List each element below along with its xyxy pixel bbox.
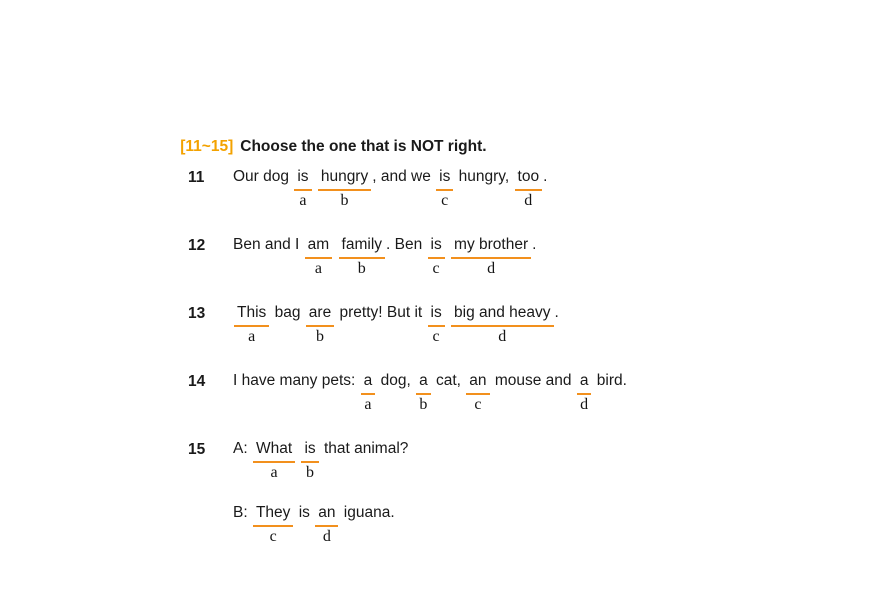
question-14 <box>188 371 627 435</box>
underlined-word-text: a <box>363 372 373 389</box>
choice-letter: c <box>432 328 440 345</box>
question-number: 12 <box>188 237 206 254</box>
sentence-text: Our dog <box>233 168 294 185</box>
sentence-text: I have many pets: <box>233 372 360 389</box>
underlined-word <box>436 167 453 209</box>
sentence-text: hungry, <box>454 168 514 185</box>
sentence-text: dog, <box>376 372 416 389</box>
underlined-word-text: They <box>255 504 291 521</box>
choice-letter: a <box>364 396 372 413</box>
sentence-text: Ben and I <box>233 236 304 253</box>
underlined-word <box>577 371 592 413</box>
sentence-text: A: <box>233 440 252 457</box>
underlined-word-text: is <box>430 304 442 321</box>
underlined-word <box>253 439 295 481</box>
choice-letter: a <box>270 464 278 481</box>
question-sentence <box>233 167 627 231</box>
question-12 <box>188 235 627 299</box>
question-13 <box>188 303 627 367</box>
question-lines <box>233 167 627 231</box>
sentence-text <box>333 236 337 253</box>
underlined-word <box>318 167 371 209</box>
underlined-word <box>451 303 554 345</box>
sentence-text: bird. <box>592 372 627 389</box>
sentence-text: is <box>294 504 315 521</box>
underlined-word <box>428 303 445 345</box>
sentence-text: bag <box>270 304 305 321</box>
underlined-word-text: family <box>341 236 383 253</box>
question-lines <box>233 235 627 299</box>
sentence-text: iguana. <box>339 504 395 521</box>
question-sentence <box>233 371 627 435</box>
choice-letter: b <box>357 260 366 277</box>
underlined-word-text: What <box>255 440 293 457</box>
underlined-word-text: is <box>430 236 442 253</box>
question-range-label: [11~15] <box>180 138 234 155</box>
choice-letter: a <box>314 260 322 277</box>
underlined-word <box>361 371 376 413</box>
choice-letter: d <box>524 192 533 209</box>
choice-letter: a <box>299 192 307 209</box>
question-sentence <box>233 503 627 567</box>
sentence-text: mouse and <box>490 372 576 389</box>
choice-letter: d <box>580 396 589 413</box>
sentence-text: , and we <box>372 168 436 185</box>
underlined-word <box>466 371 489 413</box>
question-lines <box>233 371 627 435</box>
underlined-word-text: is <box>439 168 451 185</box>
sentence-text: pretty! But it <box>335 304 427 321</box>
choice-letter: c <box>269 528 277 545</box>
underlined-word-text: a <box>579 372 589 389</box>
underlined-word <box>253 503 293 545</box>
underlined-word <box>301 439 318 481</box>
choice-letter: a <box>248 328 256 345</box>
underlined-word-text: is <box>304 440 316 457</box>
underlined-word <box>515 167 543 209</box>
choice-letter: b <box>419 396 428 413</box>
question-lines <box>233 439 627 567</box>
question-number: 11 <box>188 169 205 186</box>
sentence-text <box>446 236 450 253</box>
sentence-text: . <box>532 236 537 253</box>
underlined-word-text: an <box>469 372 487 389</box>
choice-letter: c <box>441 192 449 209</box>
sentence-text: . <box>554 304 559 321</box>
underlined-word <box>428 235 445 277</box>
sentence-text <box>446 304 450 321</box>
sentence-text: cat, <box>431 372 466 389</box>
choice-letter: c <box>474 396 482 413</box>
underlined-word <box>315 503 338 545</box>
sentence-text <box>313 168 317 185</box>
sentence-text: B: <box>233 504 252 521</box>
underlined-word <box>234 303 269 345</box>
question-11 <box>188 167 627 231</box>
sentence-text: . Ben <box>386 236 427 253</box>
underlined-word-text: hungry <box>320 168 369 185</box>
underlined-word <box>305 235 333 277</box>
choice-letter: b <box>306 464 315 481</box>
question-15 <box>188 439 627 567</box>
underlined-word-text: is <box>297 168 309 185</box>
choice-letter: c <box>432 260 440 277</box>
choice-letter: b <box>315 328 324 345</box>
underlined-word-text: my brother <box>454 236 529 253</box>
question-sentence <box>233 303 627 367</box>
underlined-word-text: too <box>517 168 540 185</box>
sentence-text: that animal? <box>319 440 409 457</box>
underlined-word-text: am <box>307 236 330 253</box>
underlined-word-text: are <box>308 304 332 321</box>
question-list <box>188 167 627 571</box>
question-lines <box>233 303 627 367</box>
underlined-word <box>416 371 431 413</box>
section-instruction <box>163 120 487 174</box>
question-number: 15 <box>188 441 206 458</box>
underlined-word <box>451 235 531 277</box>
underlined-word-text: big and heavy <box>454 304 551 321</box>
underlined-word <box>306 303 334 345</box>
sentence-text <box>296 440 300 457</box>
underlined-word <box>294 167 311 209</box>
question-sentence <box>233 439 627 503</box>
instruction-text: Choose the one that is NOT right. <box>240 138 487 155</box>
choice-letter: d <box>487 260 496 277</box>
choice-letter: d <box>498 328 507 345</box>
question-number: 13 <box>188 305 206 322</box>
underlined-word-text: a <box>419 372 428 389</box>
underlined-word-text: This <box>237 304 267 321</box>
choice-letter: b <box>340 192 349 209</box>
underlined-word <box>339 235 385 277</box>
sentence-text: . <box>543 168 548 185</box>
choice-letter: d <box>322 528 331 545</box>
question-sentence <box>233 235 627 299</box>
question-number: 14 <box>188 373 206 390</box>
underlined-word-text: an <box>318 504 336 521</box>
